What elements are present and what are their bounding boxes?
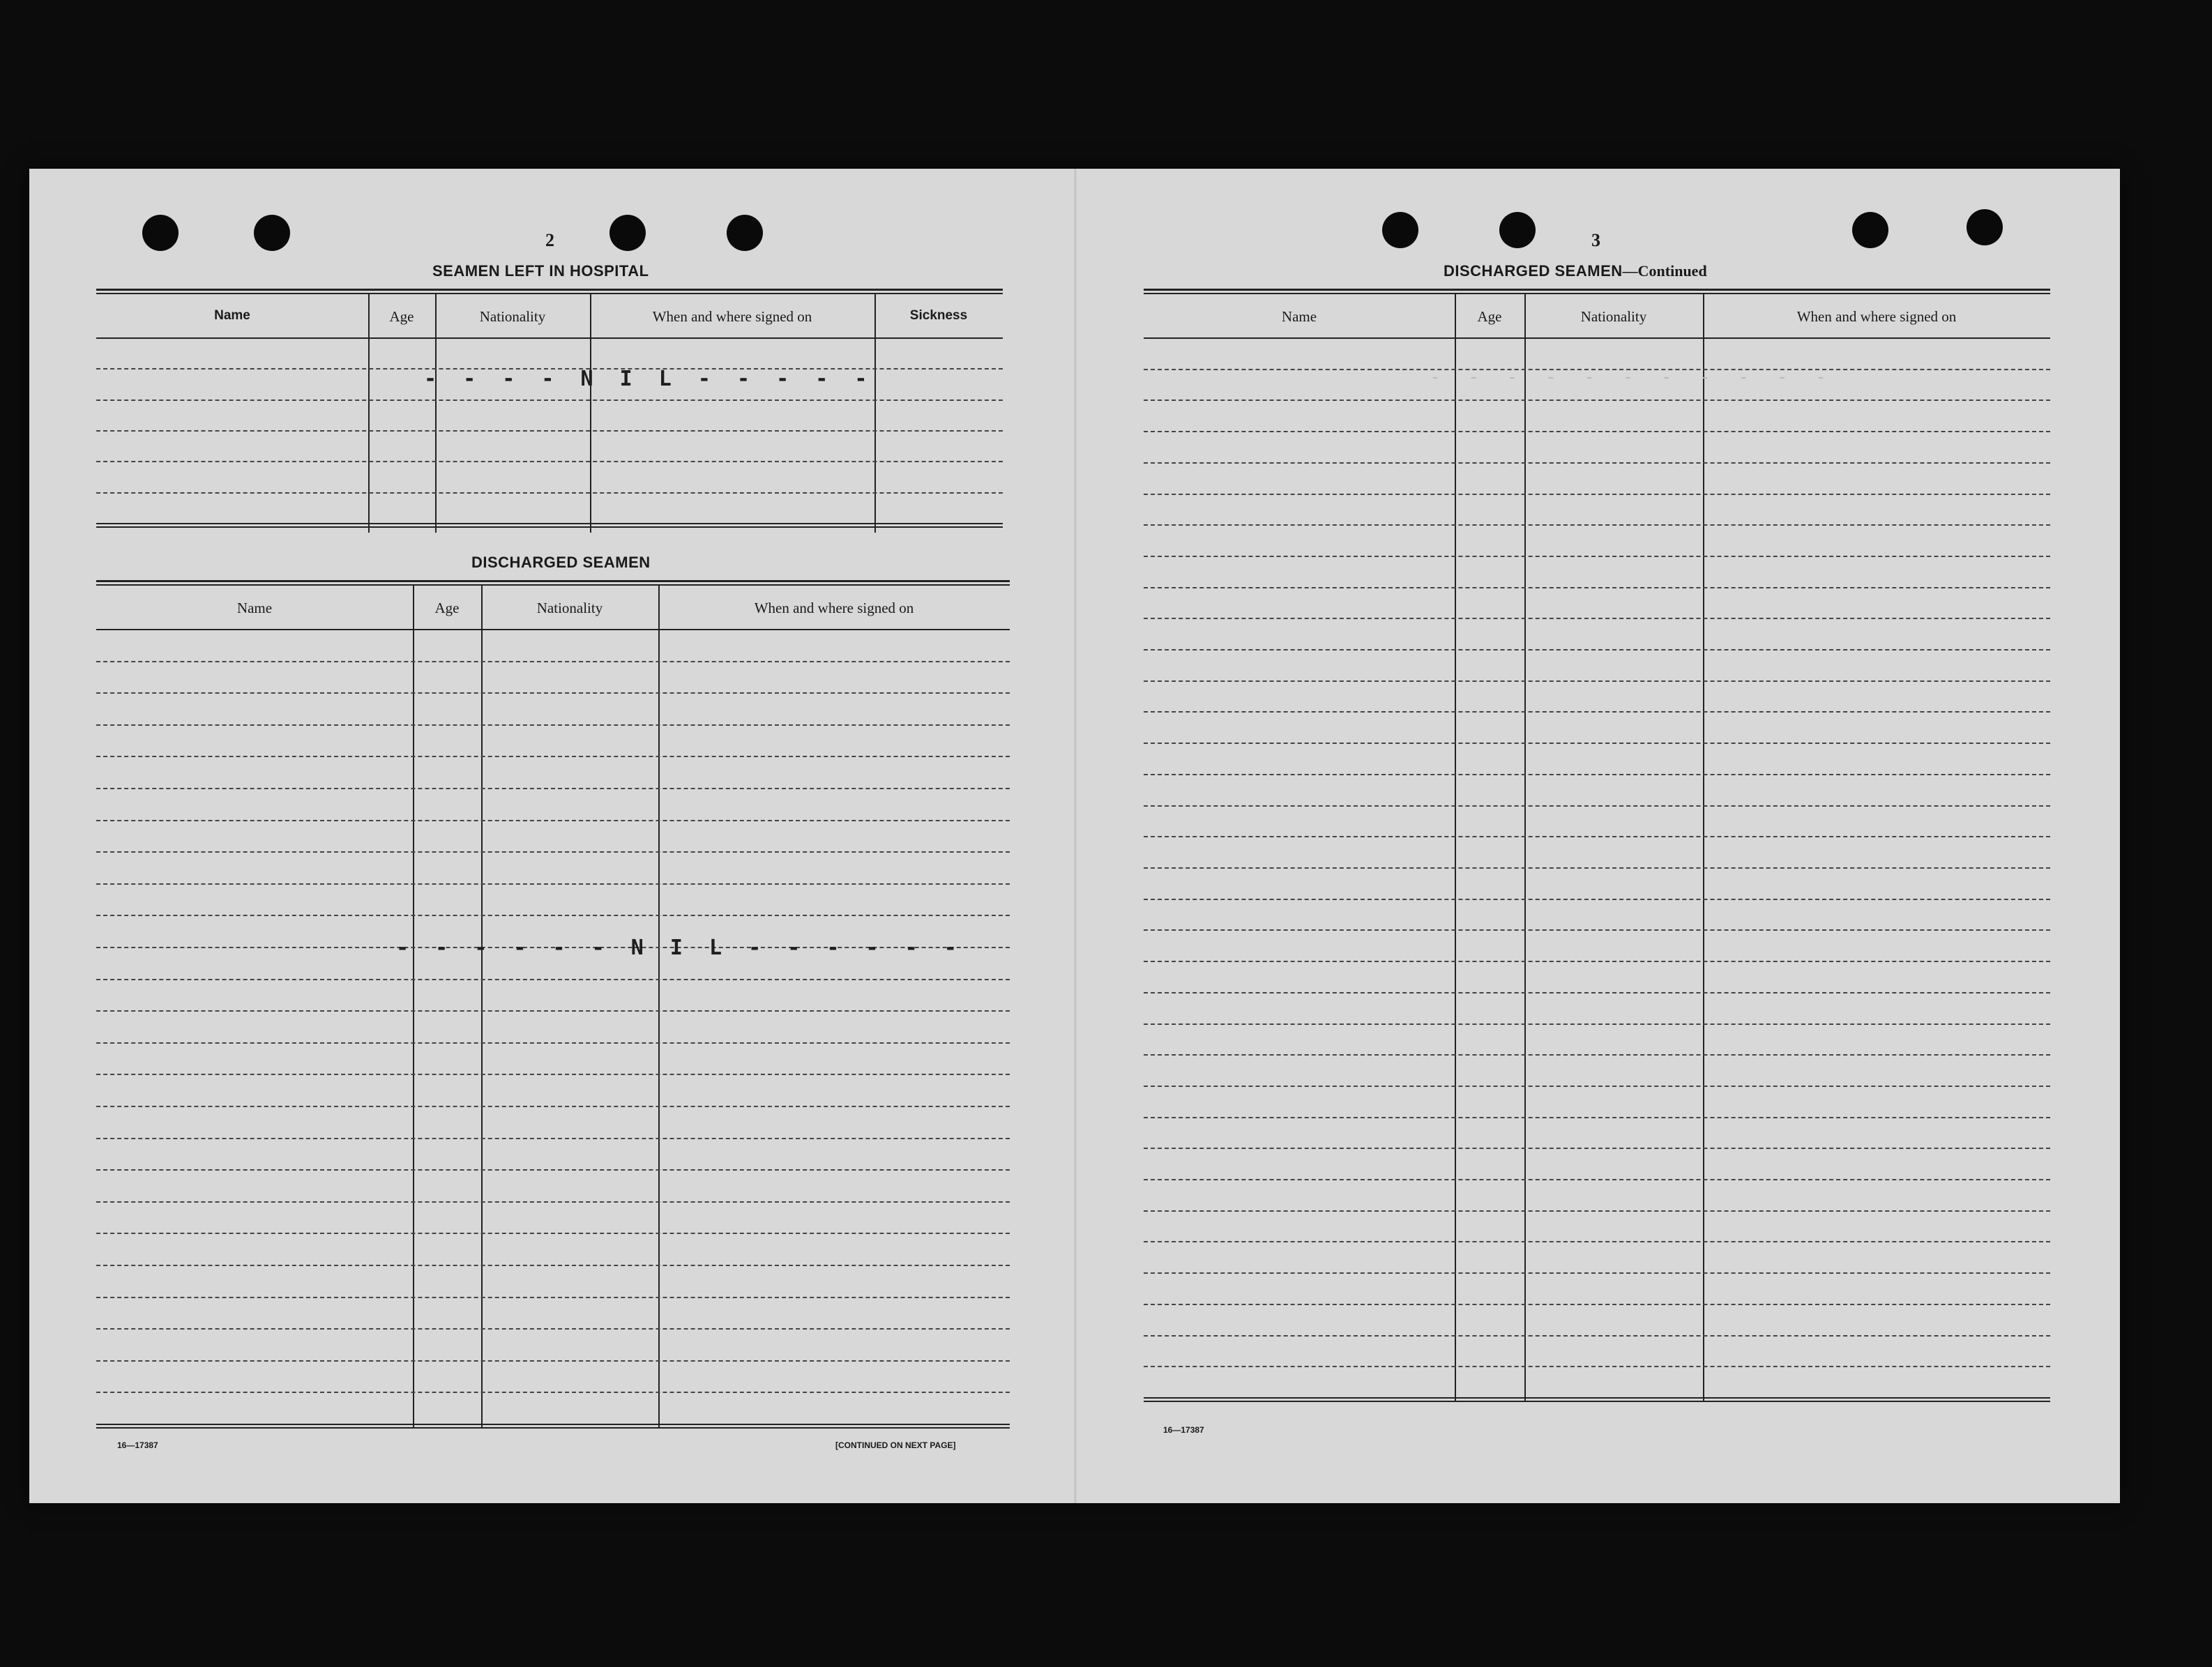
column-header-sickness: Sickness bbox=[909, 308, 968, 323]
table-row bbox=[96, 756, 1010, 757]
table-row bbox=[1144, 1304, 2050, 1305]
column-header-name: Name bbox=[214, 308, 250, 323]
header-rule bbox=[96, 629, 1010, 630]
section-title-hospital: SEAMEN LEFT IN HOSPITAL bbox=[432, 262, 649, 280]
header-rule bbox=[96, 337, 1003, 339]
table-row bbox=[96, 1042, 1010, 1044]
table-row bbox=[1144, 1148, 2050, 1149]
faint-typed-entry: - - - - - - - - - - - bbox=[1430, 367, 1835, 388]
section-title-discharged-continued bbox=[1444, 262, 1707, 280]
table-row bbox=[96, 1201, 1010, 1203]
column-header-age: Age bbox=[1477, 308, 1502, 325]
table-row bbox=[96, 430, 1003, 432]
table-row bbox=[1144, 462, 2050, 464]
table-top-rule bbox=[96, 289, 1003, 294]
table-row bbox=[96, 492, 1003, 494]
punch-hole bbox=[727, 215, 763, 251]
table-bottom-rule bbox=[1144, 1397, 2050, 1402]
right-page bbox=[1075, 169, 2120, 1503]
table-row bbox=[96, 1233, 1010, 1234]
punch-hole bbox=[1499, 212, 1536, 248]
table-row bbox=[96, 661, 1010, 662]
column-header-signed-on: When and where signed on bbox=[754, 600, 914, 616]
typed-nil-entry: - - - - - - N I L - - - - - - bbox=[396, 936, 964, 960]
table-row bbox=[1144, 556, 2050, 557]
table-row bbox=[96, 1392, 1010, 1393]
column-divider bbox=[1524, 294, 1526, 1401]
column-divider bbox=[1455, 294, 1456, 1401]
column-header-signed-on: When and where signed on bbox=[1796, 308, 1957, 325]
table-row bbox=[1144, 1086, 2050, 1087]
table-row bbox=[1144, 836, 2050, 837]
section-title-discharged: DISCHARGED SEAMEN bbox=[471, 554, 651, 571]
form-number: 16—17387 bbox=[1163, 1425, 1204, 1435]
table-bottom-rule bbox=[96, 523, 1003, 528]
table-row bbox=[96, 883, 1010, 885]
table-row bbox=[96, 915, 1010, 916]
punch-hole bbox=[1382, 212, 1418, 248]
table-row bbox=[96, 1328, 1010, 1330]
table-row bbox=[96, 820, 1010, 821]
table-row bbox=[1144, 494, 2050, 495]
table-top-rule bbox=[1144, 289, 2050, 294]
column-header-name: Name bbox=[236, 600, 273, 616]
column-divider bbox=[590, 294, 591, 533]
table-bottom-rule bbox=[96, 1424, 1010, 1429]
page-number: 3 bbox=[1591, 230, 1600, 250]
table-row bbox=[96, 461, 1003, 462]
table-row bbox=[1144, 524, 2050, 526]
header-rule bbox=[1144, 337, 2050, 339]
column-divider bbox=[481, 586, 483, 1428]
column-header-nationality: Nationality bbox=[479, 308, 546, 325]
table-row bbox=[96, 1010, 1010, 1012]
table-row bbox=[1144, 743, 2050, 744]
table-row bbox=[1144, 680, 2050, 682]
table-row bbox=[96, 1169, 1010, 1171]
table-row bbox=[1144, 1335, 2050, 1337]
table-row bbox=[96, 1297, 1010, 1298]
table-row bbox=[1144, 992, 2050, 994]
continued-note: [CONTINUED ON NEXT PAGE] bbox=[835, 1440, 956, 1450]
column-divider bbox=[435, 294, 437, 533]
table-row bbox=[1144, 805, 2050, 807]
table-row bbox=[1144, 1117, 2050, 1118]
punch-hole bbox=[254, 215, 290, 251]
table-row bbox=[1144, 431, 2050, 432]
left-page bbox=[29, 169, 1075, 1503]
table-row bbox=[96, 1265, 1010, 1266]
discharged-table bbox=[96, 580, 1010, 1431]
table-row bbox=[96, 724, 1010, 726]
column-divider bbox=[1703, 294, 1704, 1401]
table-row bbox=[1144, 618, 2050, 619]
section-title-text: DISCHARGED SEAMEN bbox=[1444, 262, 1623, 280]
form-number: 16—17387 bbox=[117, 1440, 158, 1450]
column-divider bbox=[413, 586, 414, 1428]
table-row bbox=[1144, 1023, 2050, 1025]
table-row bbox=[1144, 1179, 2050, 1180]
punch-hole bbox=[1967, 209, 2003, 245]
punch-hole bbox=[609, 215, 646, 251]
column-divider bbox=[658, 586, 660, 1428]
table-row bbox=[1144, 399, 2050, 401]
table-row bbox=[1144, 1210, 2050, 1212]
discharged-continued-table bbox=[1144, 289, 2050, 1404]
table-row bbox=[1144, 1241, 2050, 1242]
column-header-name: Name bbox=[1281, 308, 1317, 325]
column-header-age: Age bbox=[389, 308, 414, 325]
punch-hole bbox=[142, 215, 179, 251]
hospital-table bbox=[96, 289, 1003, 533]
page-number: 2 bbox=[545, 230, 554, 250]
column-header-signed-on: When and where signed on bbox=[652, 308, 812, 325]
table-row bbox=[96, 851, 1010, 853]
table-row bbox=[1144, 899, 2050, 900]
section-title-suffix: —Continued bbox=[1622, 262, 1707, 280]
column-header-age: Age bbox=[434, 600, 460, 616]
column-divider bbox=[874, 294, 876, 533]
column-divider bbox=[368, 294, 370, 533]
column-header-nationality: Nationality bbox=[536, 600, 603, 616]
table-row bbox=[1144, 649, 2050, 650]
table-row bbox=[1144, 587, 2050, 588]
table-row bbox=[96, 1360, 1010, 1362]
table-top-rule bbox=[96, 580, 1010, 586]
document-sheet bbox=[29, 169, 2120, 1503]
table-row bbox=[96, 788, 1010, 789]
table-row bbox=[96, 1074, 1010, 1075]
table-row bbox=[1144, 1272, 2050, 1274]
punch-hole bbox=[1852, 212, 1888, 248]
table-row bbox=[1144, 867, 2050, 869]
table-row bbox=[96, 399, 1003, 401]
table-row bbox=[96, 1138, 1010, 1139]
column-header-nationality: Nationality bbox=[1580, 308, 1647, 325]
table-row bbox=[96, 979, 1010, 980]
table-row bbox=[96, 1106, 1010, 1107]
table-row bbox=[1144, 1366, 2050, 1367]
table-row bbox=[1144, 1054, 2050, 1056]
table-row bbox=[96, 692, 1010, 694]
table-row bbox=[1144, 774, 2050, 775]
table-row bbox=[1144, 711, 2050, 713]
typed-nil-entry: - - - - N I L - - - - - bbox=[424, 367, 874, 391]
table-row bbox=[1144, 961, 2050, 962]
table-row bbox=[1144, 929, 2050, 931]
